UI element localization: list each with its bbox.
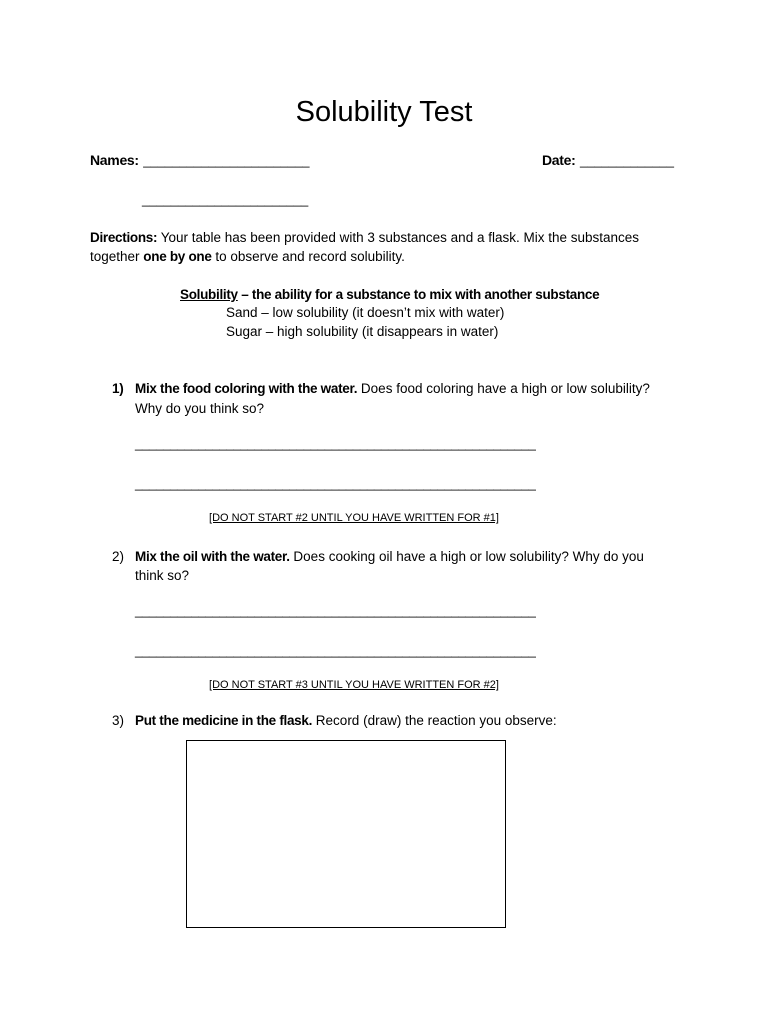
question-2-answer-line-2[interactable]: _________________________________________________________: [135, 643, 536, 658]
question-2-prompt: Does cooking oil have a high or low solubility? Why do you: [289, 549, 644, 564]
definition-line: [180, 285, 599, 304]
names-label: Names:: [90, 152, 139, 168]
definition-text: – the ability for a substance to mix with another substance: [237, 287, 600, 302]
question-1-line-1: [135, 379, 650, 398]
date-label: Date:: [542, 152, 576, 168]
question-3-line-1: [135, 711, 557, 730]
note-before-question-3: [DO NOT START #3 UNTIL YOU HAVE WRITTEN FOR #2]: [209, 679, 499, 691]
question-3-instruction: Put the medicine in the flask.: [135, 713, 313, 728]
names-line-2[interactable]: _______________________: [142, 192, 309, 207]
directions-text-2b: to observe and record solubility.: [211, 249, 405, 264]
question-2-instruction: Mix the oil with the water.: [135, 549, 290, 564]
question-1-instruction: Mix the food coloring with the water.: [135, 381, 358, 396]
definition-example-sand: Sand – low solubility (it doesn’t mix with water): [226, 305, 505, 320]
question-2-answer-line-1[interactable]: _________________________________________________________: [135, 603, 536, 618]
drawing-box[interactable]: [186, 740, 506, 928]
date-line: _____________: [579, 153, 674, 168]
directions-text-2a: together: [90, 249, 144, 264]
question-3-number: 3): [112, 713, 125, 728]
names-line-1: _______________________: [143, 153, 310, 168]
question-1-line-2: Why do you think so?: [135, 401, 265, 416]
directions-line-2: [90, 247, 405, 266]
directions-label: Directions:: [90, 230, 158, 245]
question-1-answer-line-2[interactable]: _________________________________________________________: [135, 476, 536, 491]
question-2-line-1: [135, 547, 644, 566]
question-3-prompt: Record (draw) the reaction you observe:: [312, 713, 557, 728]
directions-emphasis: one by one: [143, 249, 212, 264]
note-before-question-2: [DO NOT START #2 UNTIL YOU HAVE WRITTEN FOR #1]: [209, 512, 499, 524]
question-2-number: 2): [112, 549, 125, 564]
directions-line-1: [90, 228, 639, 247]
question-2-line-2: think so?: [135, 568, 190, 583]
directions-text-1: Your table has been provided with 3 substances and a flask. Mix the substances: [157, 230, 640, 245]
definition-term: Solubility: [180, 287, 238, 302]
question-1-prompt: Does food coloring have a high or low solubility?: [357, 381, 650, 396]
definition-example-sugar: Sugar – high solubility (it disappears in water): [226, 324, 499, 339]
names-field[interactable]: [90, 152, 310, 170]
date-field[interactable]: [542, 152, 674, 170]
question-1-number: 1): [112, 381, 124, 396]
page-title: Solubility Test: [295, 96, 473, 128]
question-1-answer-line-1[interactable]: _________________________________________________________: [135, 436, 536, 451]
